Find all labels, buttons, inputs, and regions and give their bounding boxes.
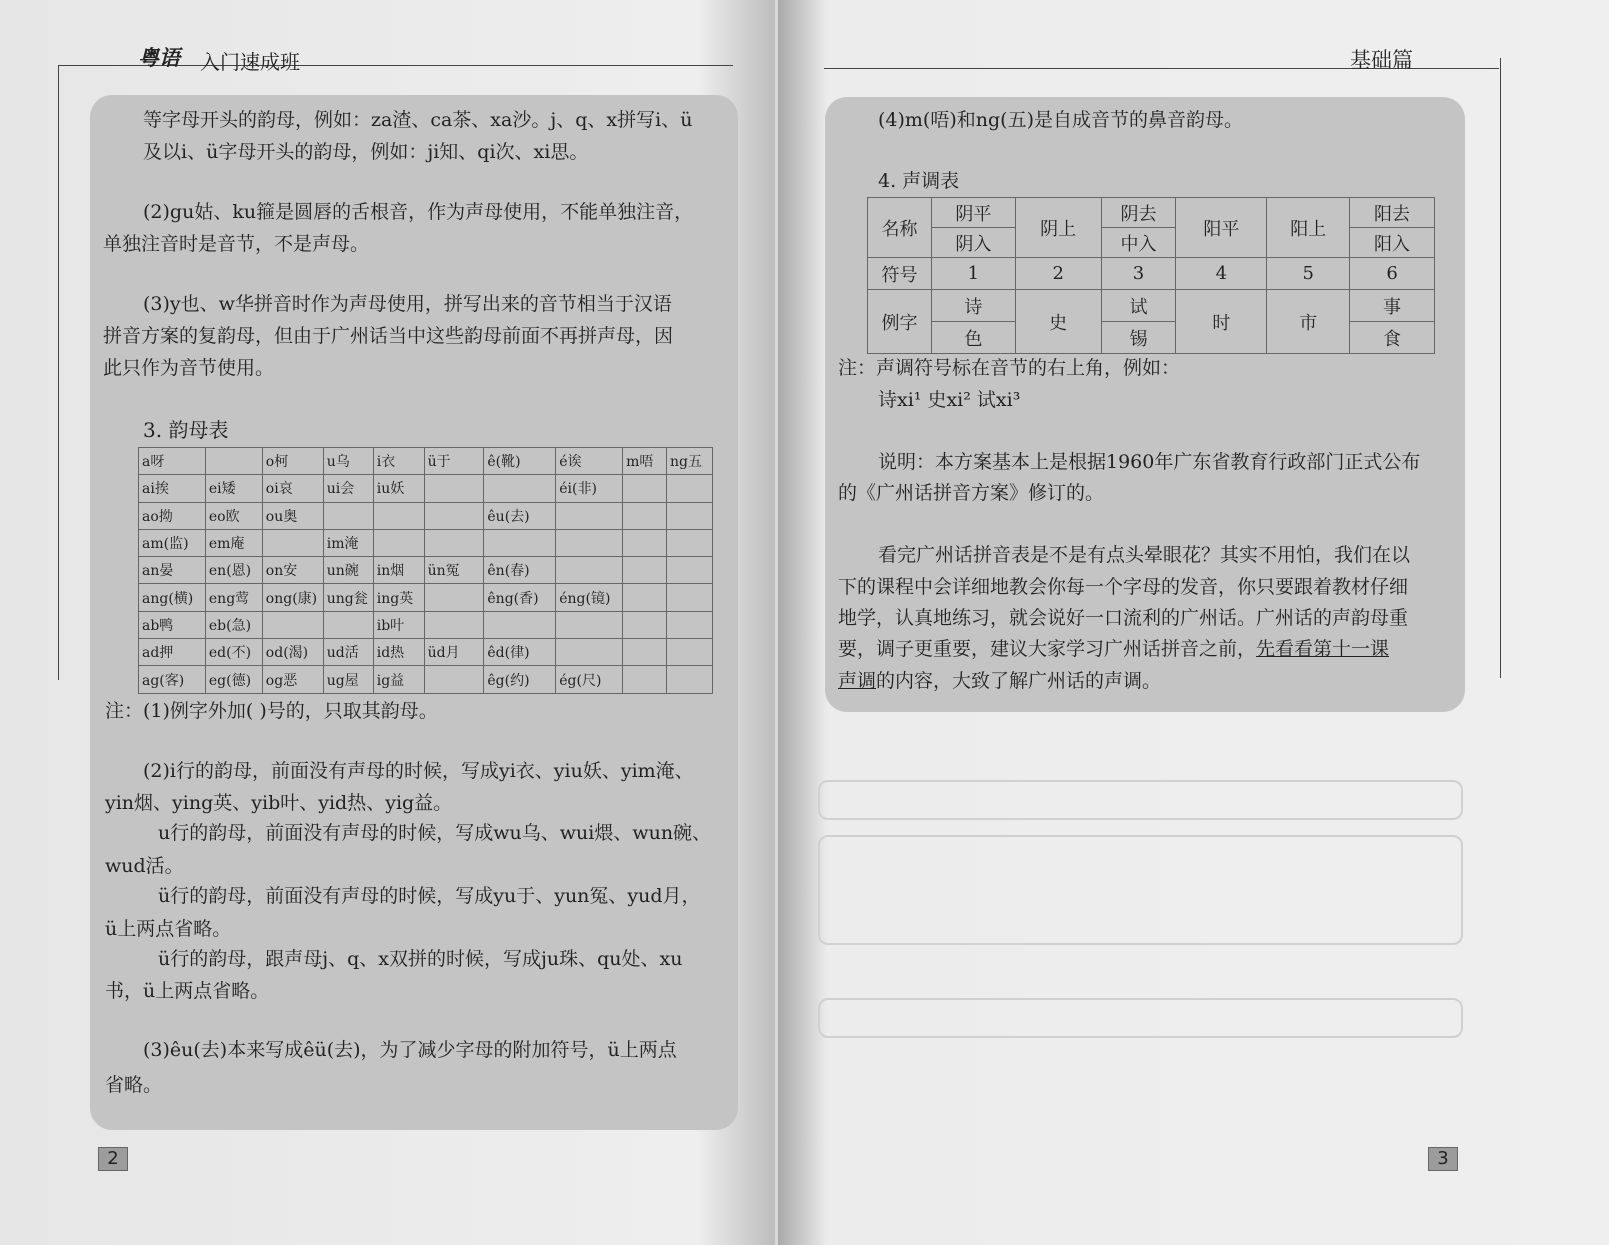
- table-cell: ên(春): [484, 557, 556, 584]
- table-cell: 阳去: [1350, 198, 1435, 228]
- table-cell: an晏: [139, 557, 206, 584]
- table-cell: ib叶: [373, 611, 424, 638]
- text-line: 诗xi¹ 史xi² 试xi³: [878, 389, 1021, 411]
- table-row: [868, 198, 1435, 228]
- table-cell: êg(约): [484, 666, 556, 693]
- table-cell: 1: [931, 258, 1015, 290]
- table-cell: ü于: [424, 448, 484, 475]
- table-row: [139, 529, 713, 556]
- table-cell: ég(尺): [556, 666, 623, 693]
- table-cell: ao拗: [139, 502, 206, 529]
- table-row: [139, 502, 713, 529]
- table-cell: [667, 611, 713, 638]
- table-cell: 2: [1015, 258, 1101, 290]
- table-cell: êu(去): [484, 502, 556, 529]
- table-cell: [424, 502, 484, 529]
- table-cell: [262, 611, 323, 638]
- underlined-text: 先看看第十一课: [1256, 638, 1390, 660]
- header-title: 基础篇: [1350, 48, 1413, 72]
- text-line: 此只作为音节使用。: [103, 357, 275, 379]
- text-line: 等字母开头的韵母，例如：za渣、ca茶、xa沙。j、q、x拼写i、ü: [143, 109, 693, 131]
- table-cell: [667, 639, 713, 666]
- table-cell: 阴平: [931, 198, 1015, 228]
- table-cell: ud活: [323, 639, 373, 666]
- table-row: [139, 448, 713, 475]
- table-cell: 5: [1267, 258, 1350, 290]
- table-cell: ang(横): [139, 584, 206, 611]
- table-cell: ê(靴): [484, 448, 556, 475]
- text-line: (4)m(唔)和ng(五)是自成音节的鼻音韵母。: [878, 109, 1243, 131]
- table-cell: 阴去: [1101, 198, 1176, 228]
- header-brand: 粤语: [138, 46, 180, 70]
- table-cell: o柯: [262, 448, 323, 475]
- text-line: 注：声调符号标在音节的右上角，例如：: [838, 357, 1181, 379]
- table-cell: i衣: [373, 448, 424, 475]
- right-page: [778, 0, 1609, 1245]
- page-number: 3: [1428, 1147, 1458, 1171]
- table-cell: eo欧: [205, 502, 262, 529]
- table-cell: [323, 502, 373, 529]
- bleed-through-box: [818, 780, 1463, 820]
- table-cell: 4: [1176, 258, 1267, 290]
- table-cell: [623, 584, 667, 611]
- text-line: 拼音方案的复韵母，但由于广州话当中这些韵母前面不再拼声母，因: [103, 325, 674, 347]
- table-cell: 事: [1350, 290, 1435, 322]
- table-cell: un碗: [323, 557, 373, 584]
- table-cell: [556, 639, 623, 666]
- table-cell: 中入: [1101, 228, 1176, 258]
- table-cell: [556, 611, 623, 638]
- table-cell: in烟: [373, 557, 424, 584]
- text-line: (2)i行的韵母，前面没有声母的时候，写成yi衣、yiu妖、yim淹、: [143, 760, 694, 782]
- table-cell: êd(律): [484, 639, 556, 666]
- text-line: ü上两点省略。: [105, 918, 232, 940]
- table-cell: 诗: [931, 290, 1015, 322]
- table-cell: 食: [1350, 322, 1435, 354]
- table-cell: 阳平: [1176, 198, 1267, 258]
- table-cell: 3: [1101, 258, 1176, 290]
- table-cell: on安: [262, 557, 323, 584]
- table-cell: oi哀: [262, 475, 323, 502]
- table-cell: 锡: [1101, 322, 1176, 354]
- table-cell: üd月: [424, 639, 484, 666]
- table-cell: [205, 448, 262, 475]
- text-span: 要，调子更重要，建议大家学习广州话拼音之前，: [838, 638, 1257, 660]
- table-row: [868, 258, 1435, 290]
- table-cell: [623, 475, 667, 502]
- margin-rule: [58, 65, 59, 680]
- table-cell: [373, 502, 424, 529]
- text-line: 及以i、ü字母开头的韵母，例如：ji知、qi次、xi思。: [143, 141, 589, 163]
- text-line: 看完广州话拼音表是不是有点头晕眼花？其实不用怕，我们在以: [878, 544, 1411, 566]
- table-cell: am(监): [139, 529, 206, 556]
- table-cell: eg(德): [205, 666, 262, 693]
- table-cell: em庵: [205, 529, 262, 556]
- table-cell: 时: [1176, 290, 1267, 354]
- table-cell: [556, 529, 623, 556]
- table-cell: ig益: [373, 666, 424, 693]
- table-cell: éng(镜): [556, 584, 623, 611]
- tone-table: [867, 197, 1435, 354]
- table-cell: [424, 475, 484, 502]
- table-cell: m唔: [623, 448, 667, 475]
- table-cell: [623, 611, 667, 638]
- table-cell: ng五: [667, 448, 713, 475]
- table-row: [868, 290, 1435, 322]
- text-line: 注：(1)例字外加( )号的，只取其韵母。: [105, 700, 438, 722]
- table-row: [868, 322, 1435, 354]
- table-cell: [623, 557, 667, 584]
- row-header: 名称: [868, 198, 932, 258]
- text-line: [838, 669, 1161, 693]
- table-cell: [373, 529, 424, 556]
- table-cell: [262, 529, 323, 556]
- bleed-through-box: [818, 835, 1463, 945]
- table-cell: êng(香): [484, 584, 556, 611]
- text-line: ü行的韵母，前面没有声母的时候，写成yu于、yun冤、yud月，: [158, 885, 701, 907]
- table-cell: og恶: [262, 666, 323, 693]
- text-line: u行的韵母，前面没有声母的时候，写成wu乌、wui煨、wun碗、: [158, 822, 712, 844]
- table-cell: ün冤: [424, 557, 484, 584]
- table-cell: 阴上: [1015, 198, 1101, 258]
- table-row: [139, 639, 713, 666]
- table-cell: id热: [373, 639, 424, 666]
- text-line: (3)êu(去)本来写成êü(去)，为了减少字母的附加符号，ü上两点: [143, 1039, 677, 1061]
- table-cell: ong(康): [262, 584, 323, 611]
- table-cell: [623, 529, 667, 556]
- table-cell: [667, 557, 713, 584]
- table-cell: u乌: [323, 448, 373, 475]
- table-row: [139, 557, 713, 584]
- table-row: [868, 228, 1435, 258]
- table-cell: ab鸭: [139, 611, 206, 638]
- text-line: 的《广州话拼音方案》修订的。: [838, 482, 1105, 504]
- text-line: (3)y也、w华拼音时作为声母使用，拼写出来的音节相当于汉语: [143, 293, 672, 315]
- table-cell: [323, 611, 373, 638]
- table-cell: ed(不): [205, 639, 262, 666]
- table-cell: im淹: [323, 529, 373, 556]
- table-cell: [667, 529, 713, 556]
- table-cell: ou奥: [262, 502, 323, 529]
- table-row: [139, 475, 713, 502]
- margin-rule: [1500, 58, 1501, 678]
- table-cell: eb(急): [205, 611, 262, 638]
- table-cell: od(渴): [262, 639, 323, 666]
- table-cell: ad押: [139, 639, 206, 666]
- table-cell: [424, 584, 484, 611]
- table-cell: [667, 584, 713, 611]
- table-cell: ug屋: [323, 666, 373, 693]
- table-cell: [623, 639, 667, 666]
- table-cell: [484, 529, 556, 556]
- left-page: [0, 0, 775, 1245]
- text-line: 地学，认真地练习，就会说好一口流利的广州话。广州话的声韵母重: [838, 607, 1409, 629]
- table-cell: a呀: [139, 448, 206, 475]
- table-cell: 阴入: [931, 228, 1015, 258]
- section-heading: 4. 声调表: [878, 170, 960, 192]
- text-line: 下的课程中会详细地教会你每一个字母的发音，你只要跟着教材仔细: [838, 576, 1409, 598]
- table-cell: ui会: [323, 475, 373, 502]
- table-cell: eng莺: [205, 584, 262, 611]
- table-cell: ing英: [373, 584, 424, 611]
- text-line: ü行的韵母，跟声母j、q、x双拼的时候，写成ju珠、qu处、xu: [158, 948, 683, 970]
- text-line: 说明：本方案基本上是根据1960年广东省教育行政部门正式公布: [878, 451, 1421, 473]
- text-line: 单独注音时是音节，不是声母。: [103, 233, 370, 255]
- header-title: 入门速成班: [200, 50, 300, 74]
- table-cell: ung瓮: [323, 584, 373, 611]
- table-cell: [424, 666, 484, 693]
- table-cell: iu妖: [373, 475, 424, 502]
- table-row: [139, 584, 713, 611]
- table-cell: 史: [1015, 290, 1101, 354]
- text-line: (2)gu姑、ku箍是圆唇的舌根音，作为声母使用，不能单独注音，: [143, 201, 694, 223]
- table-cell: 试: [1101, 290, 1176, 322]
- table-cell: [667, 475, 713, 502]
- table-cell: éi(非): [556, 475, 623, 502]
- table-cell: é诶: [556, 448, 623, 475]
- table-cell: ai挨: [139, 475, 206, 502]
- table-cell: [424, 529, 484, 556]
- table-cell: [623, 666, 667, 693]
- table-row: [139, 611, 713, 638]
- text-line: wud活。: [105, 855, 184, 877]
- table-cell: [556, 557, 623, 584]
- table-cell: ag(客): [139, 666, 206, 693]
- table-cell: [556, 502, 623, 529]
- table-cell: en(恩): [205, 557, 262, 584]
- table-row: [139, 666, 713, 693]
- text-line: [838, 637, 1389, 661]
- table-cell: 市: [1267, 290, 1350, 354]
- table-cell: [424, 611, 484, 638]
- table-cell: [667, 666, 713, 693]
- table-cell: 色: [931, 322, 1015, 354]
- bleed-through-box: [818, 998, 1463, 1038]
- text-line: yin烟、ying英、yib叶、yid热、yig益。: [105, 792, 453, 814]
- row-header: 例字: [868, 290, 932, 354]
- section-heading: 3. 韵母表: [143, 418, 229, 442]
- text-line: 书，ü上两点省略。: [105, 980, 270, 1002]
- row-header: 符号: [868, 258, 932, 290]
- table-cell: [484, 611, 556, 638]
- underlined-text: 声调: [838, 670, 877, 692]
- table-cell: [667, 502, 713, 529]
- text-span: 的内容，大致了解广州话的声调。: [876, 670, 1162, 692]
- table-cell: 阳上: [1267, 198, 1350, 258]
- table-cell: ei矮: [205, 475, 262, 502]
- table-cell: 6: [1350, 258, 1435, 290]
- table-cell: [484, 475, 556, 502]
- table-cell: 阳入: [1350, 228, 1435, 258]
- table-cell: [623, 502, 667, 529]
- finals-table: [138, 447, 713, 694]
- text-line: 省略。: [105, 1074, 163, 1096]
- page-number: 2: [98, 1147, 128, 1171]
